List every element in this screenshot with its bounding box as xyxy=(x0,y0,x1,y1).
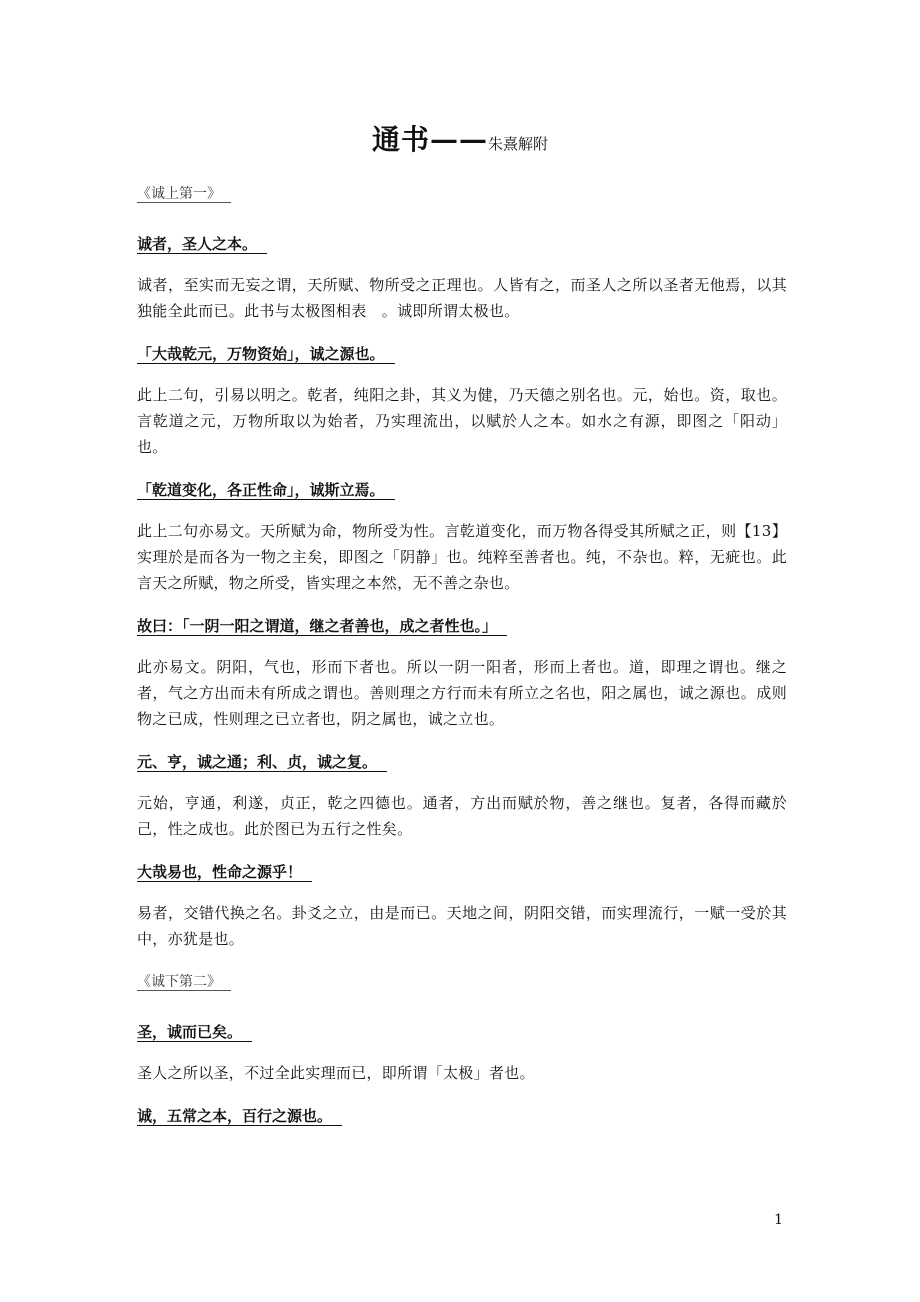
commentary-paragraph: 此上二句，引易以明之。乾者，纯阳之卦，其义为健，乃天德之别名也。元，始也。资，取也。言乾道之元，万物所取以为始者，乃实理流出，以赋於人之本。如水之有源，即图之「阳动」也。 xyxy=(137,386,787,456)
page-number: 1 xyxy=(774,1212,783,1228)
section-heading: 诚者，圣人之本。 xyxy=(137,233,787,255)
document-body xyxy=(137,183,787,1144)
title-main: 通书—— xyxy=(371,123,488,156)
section-heading: 「乾道变化，各正性命」，诚斯立焉。 xyxy=(137,479,787,501)
commentary-paragraph: 圣人之所以圣，不过全此实理而已，即所谓「太极」者也。 xyxy=(137,1064,535,1082)
section-heading: 「大哉乾元，万物资始」，诚之源也。 xyxy=(137,343,787,365)
chapter-title: 《诚上第一》 xyxy=(137,183,787,205)
commentary-paragraph: 元始，亨通，利遂，贞正，乾之四德也。通者，方出而赋於物，善之继也。复者，各得而藏於己，性之成也。此於图已为五行之性矣。 xyxy=(137,794,787,838)
title-subtitle: 朱熹解附 xyxy=(488,135,549,153)
section-heading: 大哉易也，性命之源乎！ xyxy=(137,861,787,883)
chapter-title: 《诚下第二》 xyxy=(137,971,787,993)
commentary-paragraph: 易者，交错代换之名。卦爻之立，由是而已。天地之间，阴阳交错，而实理流行，一赋一受於其中，亦犹是也。 xyxy=(137,904,787,948)
commentary-paragraph: 此亦易文。阴阳，气也，形而下者也。所以一阴一阳者，形而上者也。道，即理之谓也。继之者，气之方出而未有所成之谓也。善则理之方行而未有所立之名也，阳之属也，诚之源也。成则物之已成，性则理之已立者也，阴之属也，诚之立也。 xyxy=(137,658,787,728)
section-heading: 元、亨，诚之通；利、贞，诚之复。 xyxy=(137,751,787,773)
document-title xyxy=(0,118,920,158)
commentary-paragraph: 诚者，至实而无妄之谓，天所赋、物所受之正理也。人皆有之，而圣人之所以圣者无他焉，以其独能全此而已。此书与太极图相表 。诚即所谓太极也。 xyxy=(137,276,787,320)
commentary-paragraph: 此上二句亦易文。天所赋为命，物所受为性。言乾道变化，而万物各得受其所赋之正，则【13】实理於是而各为一物之主矣，即图之「阴静」也。纯粹至善者也。纯，不杂也。粹，无疵也。此言天之所赋，物之所受，皆实理之本然，无不善之杂也。 xyxy=(137,522,787,592)
section-heading: 圣，诚而已矣。 xyxy=(137,1021,787,1043)
section-heading: 诚，五常之本，百行之源也。 xyxy=(137,1105,787,1127)
section-heading: 故曰：「一阴一阳之谓道，继之者善也，成之者性也。」 xyxy=(137,615,787,637)
